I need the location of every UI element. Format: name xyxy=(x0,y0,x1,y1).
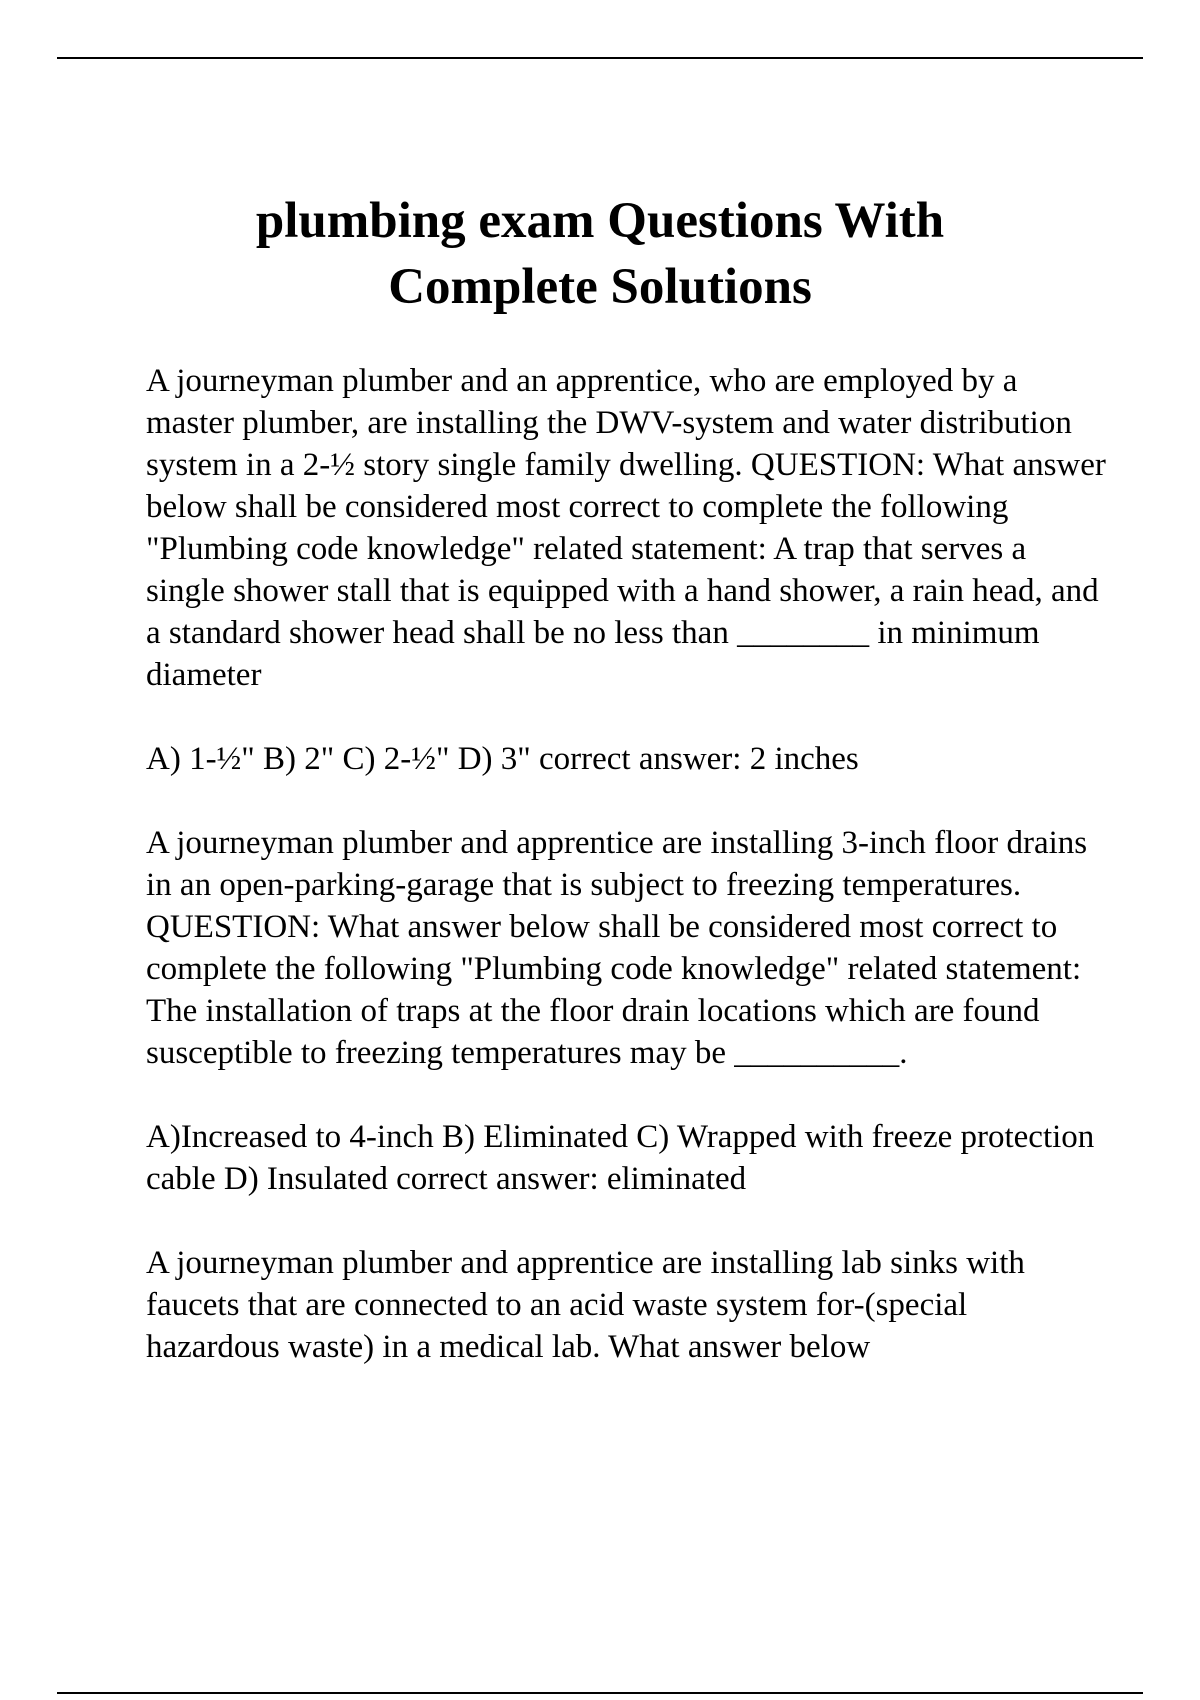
top-divider xyxy=(57,57,1143,59)
question-2-answer: A)Increased to 4-inch B) Eliminated C) Wrapped with freeze protection cable D) Insulated correct answer: eliminated xyxy=(146,1119,1095,1197)
title-line-1: plumbing exam Questions With xyxy=(255,193,945,249)
document-title xyxy=(100,188,1100,320)
bottom-divider xyxy=(57,1692,1143,1694)
question-2-text: A journeyman plumber and apprentice are installing 3-inch floor drains in an open-parking-garage that is subject to freezing temperatures. QUESTION: What answer below shall be considered most correct to complete the following "Plumbing code knowledge" related statement: The installation of traps at the floor drain locations which are found susceptible to freezing temperatures may be __________. xyxy=(146,825,1088,1071)
document-body xyxy=(146,360,1106,1410)
title-line-2: Complete Solutions xyxy=(388,259,812,315)
question-3-text: A journeyman plumber and apprentice are installing lab sinks with faucets that are connected to an acid waste system for-(special hazardous waste) in a medical lab. What answer below xyxy=(146,1245,1025,1365)
question-1-text: A journeyman plumber and an apprentice, who are employed by a master plumber, are installing the DWV-system and water distribution system in a 2-½ story single family dwelling. QUESTION: What answer below shall be considered most correct to complete the following "Plumbing code knowledge" related statement: A trap that serves a single shower stall that is equipped with a hand shower, a rain head, and a standard shower head shall be no less than ________ in minimum diameter xyxy=(146,363,1106,693)
question-1-answer: A) 1-½" B) 2" C) 2-½" D) 3" correct answer: 2 inches xyxy=(146,741,859,777)
